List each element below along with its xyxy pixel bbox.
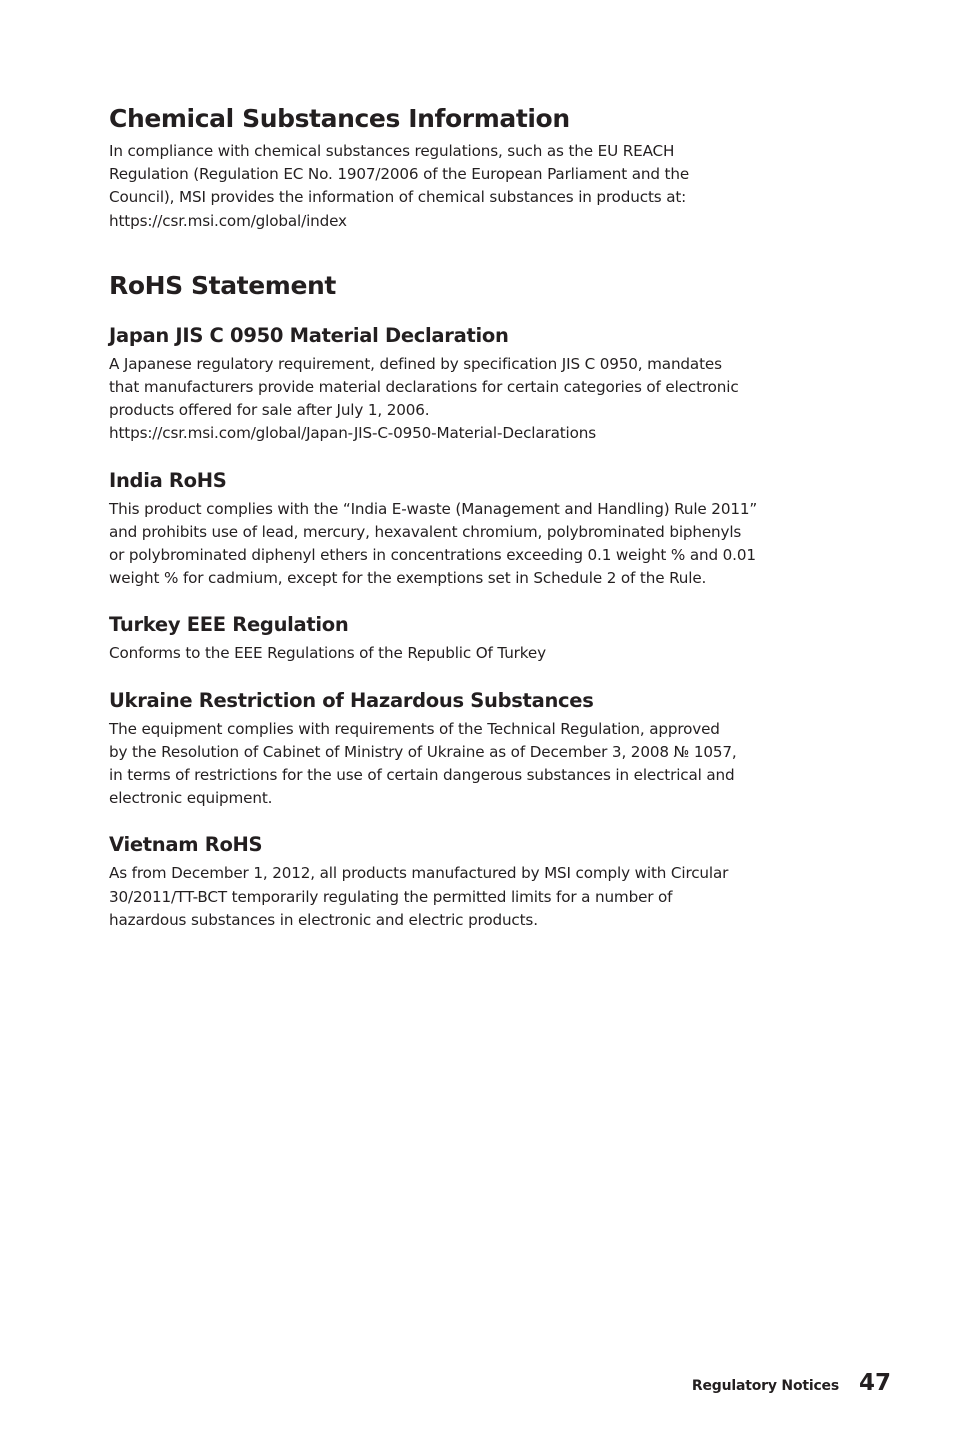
- chemical-url: https://csr.msi.com/global/index: [109, 211, 347, 230]
- text-line: In compliance with chemical substances regulations, such as the EU REACH: [109, 142, 675, 160]
- ukraine-text: [109, 718, 869, 811]
- japan-jis-subsection: [109, 323, 869, 446]
- india-rohs-subsection: [109, 468, 869, 591]
- page-content: [109, 102, 869, 954]
- text-line: 30/2011/TT-BCT temporarily regulating the permitted limits for a number of: [109, 887, 673, 906]
- text-line: The equipment complies with requirements of the Technical Regulation, approved: [109, 719, 720, 738]
- rohs-section: [109, 269, 869, 932]
- text-line: As from December 1, 2012, all products manufactured by MSI comply with Circular: [109, 864, 729, 883]
- japan-jis-url: https://csr.msi.com/global/Japan-JIS-C-0950-Material-Declarations: [109, 424, 597, 443]
- india-rohs-heading: India RoHS: [109, 468, 227, 492]
- chemical-substances-section: [109, 102, 869, 233]
- ukraine-subsection: [109, 688, 869, 811]
- text-line: products offered for sale after July 1, 2006.: [109, 401, 430, 420]
- ukraine-heading: Ukraine Restriction of Hazardous Substances: [109, 688, 594, 712]
- turkey-eee-subsection: [109, 612, 869, 665]
- text-line: hazardous substances in electronic and electric products.: [109, 910, 538, 929]
- page-footer: [692, 1370, 891, 1396]
- footer-section-label: Regulatory Notices: [691, 1378, 839, 1394]
- rohs-title: RoHS Statement: [109, 270, 336, 300]
- chemical-substances-text: [109, 140, 869, 233]
- page-number: 47: [858, 1370, 891, 1396]
- turkey-eee-heading: Turkey EEE Regulation: [109, 613, 349, 637]
- japan-jis-text: [109, 353, 869, 446]
- vietnam-rohs-subsection: [109, 832, 869, 932]
- text-line: Conforms to the EEE Regulations of the Republic Of Turkey: [109, 644, 546, 663]
- india-rohs-text: [109, 498, 869, 591]
- text-line: in terms of restrictions for the use of certain dangerous substances in electrical and: [109, 766, 735, 785]
- vietnam-rohs-text: [109, 862, 869, 932]
- text-line: Council), MSI provides the information of chemical substances in products at:: [109, 188, 687, 207]
- text-line: electronic equipment.: [109, 789, 273, 808]
- japan-jis-heading: Japan JIS C 0950 Material Declaration: [109, 323, 509, 347]
- vietnam-rohs-heading: Vietnam RoHS: [109, 833, 263, 857]
- text-line: Regulation (Regulation EC No. 1907/2006 of the European Parliament and the: [109, 165, 690, 184]
- turkey-eee-text: [109, 642, 869, 665]
- text-line: A Japanese regulatory requirement, defined by specification JIS C 0950, mandates: [109, 354, 722, 373]
- text-line: and prohibits use of lead, mercury, hexavalent chromium, polybrominated biphenyls: [109, 522, 742, 541]
- text-line: that manufacturers provide material declarations for certain categories of electronic: [109, 378, 739, 397]
- text-line: This product complies with the “India E-waste (Management and Handling) Rule 2011”: [109, 499, 758, 518]
- text-line: or polybrominated diphenyl ethers in concentrations exceeding 0.1 weight % and 0.01: [109, 546, 756, 565]
- text-line: weight % for cadmium, except for the exemptions set in Schedule 2 of the Rule.: [109, 569, 707, 588]
- chemical-substances-title: Chemical Substances Information: [109, 104, 570, 133]
- text-line: by the Resolution of Cabinet of Ministry of Ukraine as of December 3, 2008 № 1057,: [109, 742, 737, 761]
